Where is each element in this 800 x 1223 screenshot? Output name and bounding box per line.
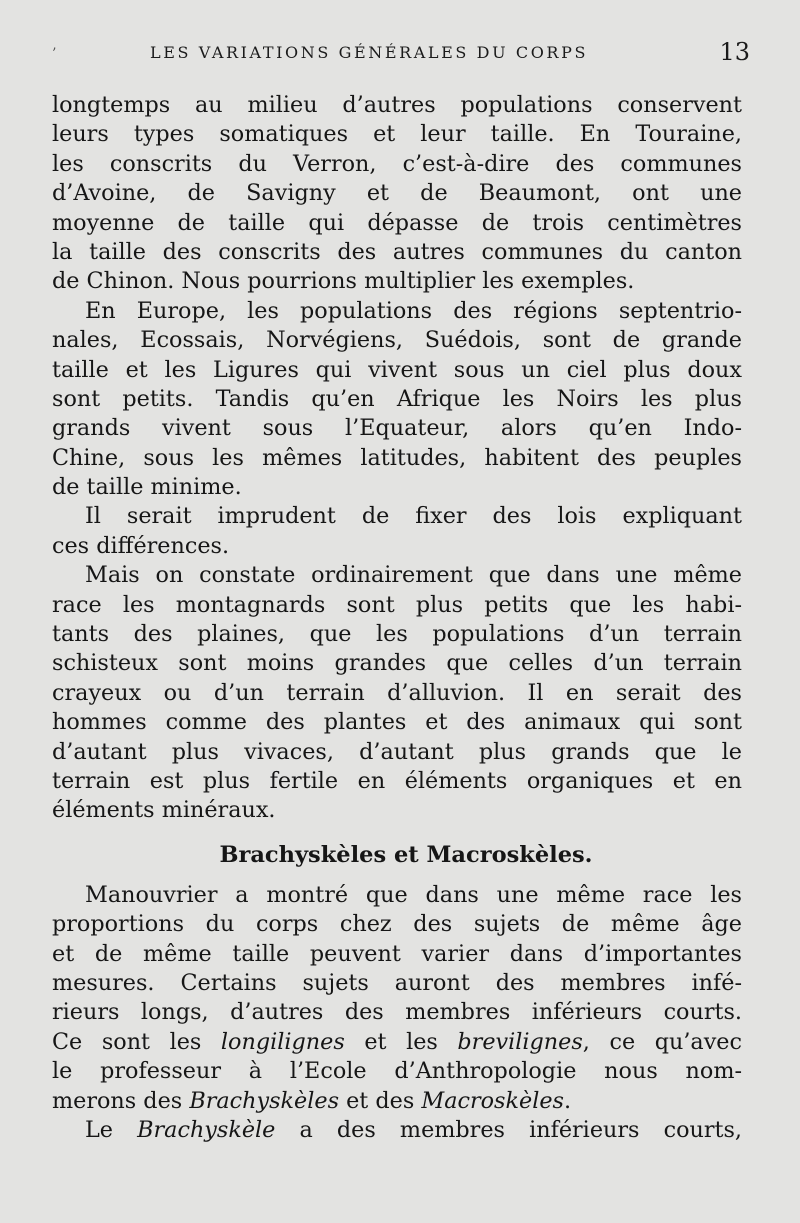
running-title: LES VARIATIONS GÉNÉRALES DU CORPS (150, 43, 589, 62)
text-line: terrain est plus fertile en éléments organiques et en (52, 767, 742, 794)
text-line: Manouvrier a montré que dans une même race les (85, 881, 742, 908)
text-line: le professeur à l’Ecole d’Anthropologie nous nom- (52, 1058, 742, 1085)
text-run: et les (344, 1028, 458, 1055)
text-line: proportions du corps chez des sujets de même âge (52, 911, 742, 938)
paragraph (52, 502, 742, 561)
text-line: rieurs longs, d’autres des membres inférieurs courts. (52, 999, 742, 1026)
text-line: la taille des conscrits des autres communes du canton (52, 238, 742, 265)
page-body (52, 91, 742, 1145)
text-line: et de même taille peuvent varier dans d’importantes (52, 940, 742, 967)
paragraph (52, 91, 742, 297)
text-line: les conscrits du Verron, c’est-à-dire des communes (52, 150, 742, 177)
text-line: crayeux ou d’un terrain d’alluvion. Il en serait des (52, 679, 742, 706)
text-line: nales, Ecossais, Norvégiens, Suédois, sont de grande (52, 327, 742, 354)
paragraph (52, 1116, 742, 1145)
text-line: tants des plaines, que les populations d’un terrain (52, 621, 742, 648)
text-line: moyenne de taille qui dépasse de trois centimètres (52, 209, 742, 236)
page-number: 13 (719, 38, 750, 66)
italic-term: Brachyskèles (189, 1087, 340, 1114)
section-heading: Brachyskèles et Macroskèles. (219, 841, 593, 868)
paragraph (52, 561, 742, 826)
text-line: race les montagnards sont plus petits que les habi- (52, 591, 742, 618)
text-line: d’Avoine, de Savigny et de Beaumont, ont une (52, 180, 742, 207)
text-run: Le (85, 1116, 138, 1143)
text-line: éléments minéraux. (52, 797, 276, 824)
text-run: a des membres inférieurs courts, (275, 1116, 743, 1143)
italic-term: brevilignes (457, 1028, 583, 1055)
text-line: schisteux sont moins grandes que celles d’un terrain (52, 650, 742, 677)
text-run: . (563, 1087, 572, 1114)
text-line (52, 1116, 742, 1145)
text-run: , ce qu’avec (582, 1028, 742, 1055)
text-line: Mais on constate ordinairement que dans une même (85, 562, 742, 589)
text-line: sont petits. Tandis qu’en Afrique les Noirs les plus (52, 385, 742, 412)
header-mark: ’ (52, 46, 57, 62)
text-line: hommes comme des plantes et des animaux qui sont (52, 709, 742, 736)
text-line: grands vivent sous l’Equateur, alors qu’en Indo- (52, 415, 742, 442)
text-line: En Europe, les populations des régions septentrio- (85, 297, 742, 324)
text-run: et des (339, 1087, 422, 1114)
text-run: merons des (52, 1087, 190, 1114)
italic-term: Macroskèles (421, 1087, 564, 1114)
paragraph (52, 297, 742, 503)
italic-term: Brachyskèle (137, 1116, 276, 1143)
text-line: mesures. Certains sujets auront des membres infé- (52, 969, 742, 996)
text-line: d’autant plus vivaces, d’autant plus grands que le (52, 738, 742, 765)
text-line: taille et les Ligures qui vivent sous un ciel plus doux (52, 356, 742, 383)
running-header (52, 38, 750, 72)
text-line (52, 1087, 742, 1116)
text-line: Il serait imprudent de fixer des lois expliquant (85, 503, 742, 530)
italic-term: longilignes (220, 1028, 345, 1055)
text-line: de Chinon. Nous pourrions multiplier les exemples. (52, 268, 635, 295)
paragraph (52, 881, 742, 1116)
text-line: leurs types somatiques et leur taille. En Touraine, (52, 121, 742, 148)
text-line: longtemps au milieu d’autres populations conservent (52, 92, 742, 118)
text-line: ces différences. (52, 532, 230, 559)
text-line (52, 1028, 742, 1057)
text-line: Chine, sous les mêmes latitudes, habitent des peuples (52, 444, 742, 471)
text-run: Ce sont les (52, 1028, 221, 1055)
text-line: de taille minime. (52, 474, 242, 501)
